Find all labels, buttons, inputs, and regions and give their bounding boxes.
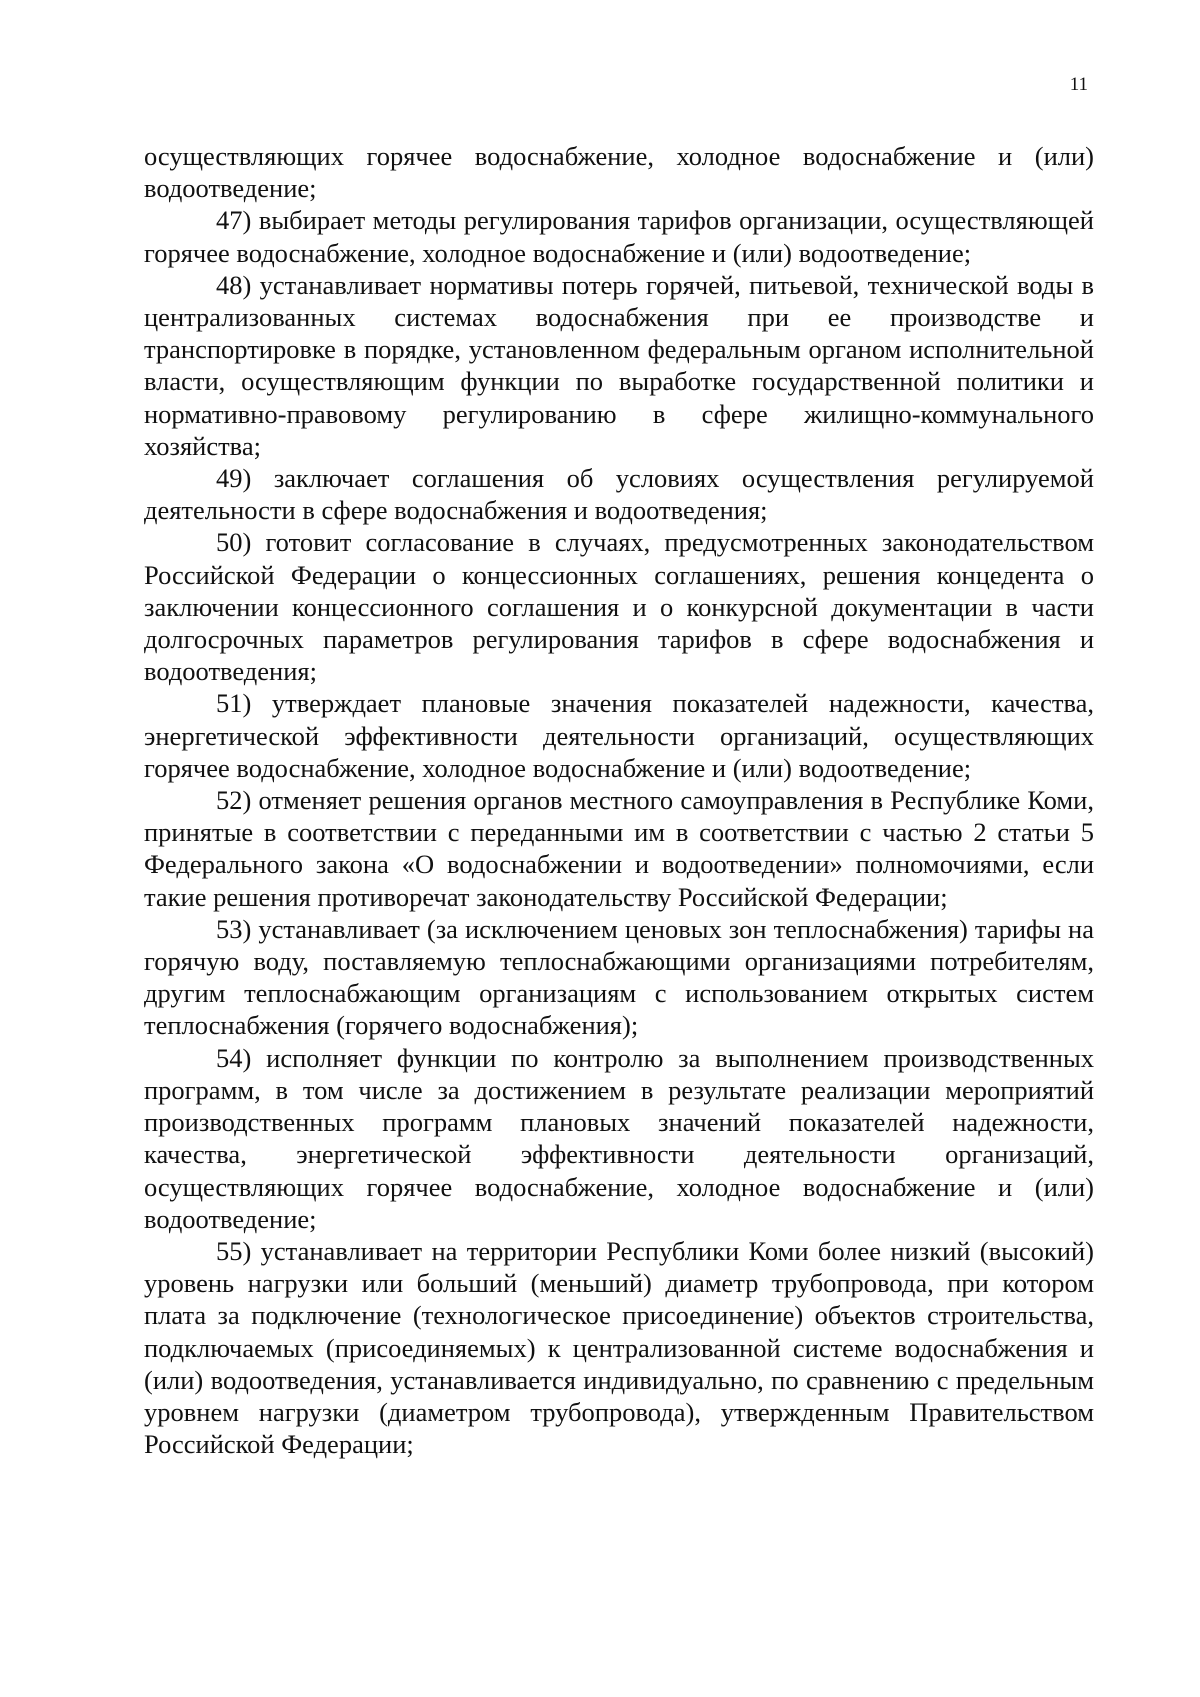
paragraph-continued: осуществляющих горячее водоснабжение, холодное водоснабжение и (или) водоотведение; bbox=[144, 141, 1094, 204]
paragraph-item-51: 51) утверждает плановые значения показателей надежности, качества, энергетической эффективности деятельности организаций, осуществляющих горячее водоснабжение, холодное водоснабжение и (или) водоотведение; bbox=[144, 688, 1094, 783]
paragraph-item-53: 53) устанавливает (за исключением ценовых зон теплоснабжения) тарифы на горячую воду, поставляемую теплоснабжающими организациями потребителям, другим теплоснабжающим организациям с использованием открытых систем теплоснабжения (горячего водоснабжения); bbox=[144, 913, 1094, 1041]
page-number: 11 bbox=[1069, 74, 1088, 95]
paragraph-item-50: 50) готовит согласование в случаях, предусмотренных законодательством Российской Федерации о концессионных соглашениях, решения концедента о заключении концессионного соглашения и о конкурсной документации в части долгосрочных параметров регулирования тарифов в сфере водоснабжения и водоотведения; bbox=[144, 527, 1094, 687]
paragraph-item-52: 52) отменяет решения органов местного самоуправления в Республике Коми, принятые в соответствии с переданными им в соответствии с частью 2 статьи 5 Федерального закона «О водоснабжении и водоотведении» полномочиями, если такие решения противоречат законодательству Российской Федерации; bbox=[144, 785, 1094, 912]
paragraph-item-47: 47) выбирает методы регулирования тарифов организации, осуществляющей горячее водоснабжение, холодное водоснабжение и (или) водоотведение; bbox=[144, 205, 1094, 268]
paragraph-item-49: 49) заключает соглашения об условиях осуществления регулируемой деятельности в сфере водоснабжения и водоотведения; bbox=[144, 463, 1094, 526]
paragraph-item-55: 55) устанавливает на территории Республики Коми более низкий (высокий) уровень нагрузки или больший (меньший) диаметр трубопровода, при котором плата за подключение (технологическое присоединение) объектов строительства, подключаемых (присоединяемых) к централизованной системе водоснабжения и (или) водоотведения, устанавливается индивидуально, по сравнению с предельным уровнем нагрузки (диаметром трубопровода), утвержденным Правительством Российской Федерации; bbox=[144, 1235, 1094, 1460]
paragraph-item-54: 54) исполняет функции по контролю за выполнением производственных программ, в том числе за достижением в результате реализации мероприятий производственных программ плановых значений показателей надежности, качества, энергетической эффективности деятельности организаций, осуществляющих горячее водоснабжение, холодное водоснабжение и (или) водоотведение; bbox=[144, 1042, 1094, 1234]
paragraph-item-48: 48) устанавливает нормативы потерь горячей, питьевой, технической воды в централизованных системах водоснабжения при ее производстве и транспортировке в порядке, установленном федеральным органом исполнительной власти, осуществляющим функции по выработке государственной политики и нормативно-правовому регулированию в сфере жилищно-коммунального хозяйства; bbox=[144, 269, 1094, 461]
document-body bbox=[144, 140, 1094, 1460]
